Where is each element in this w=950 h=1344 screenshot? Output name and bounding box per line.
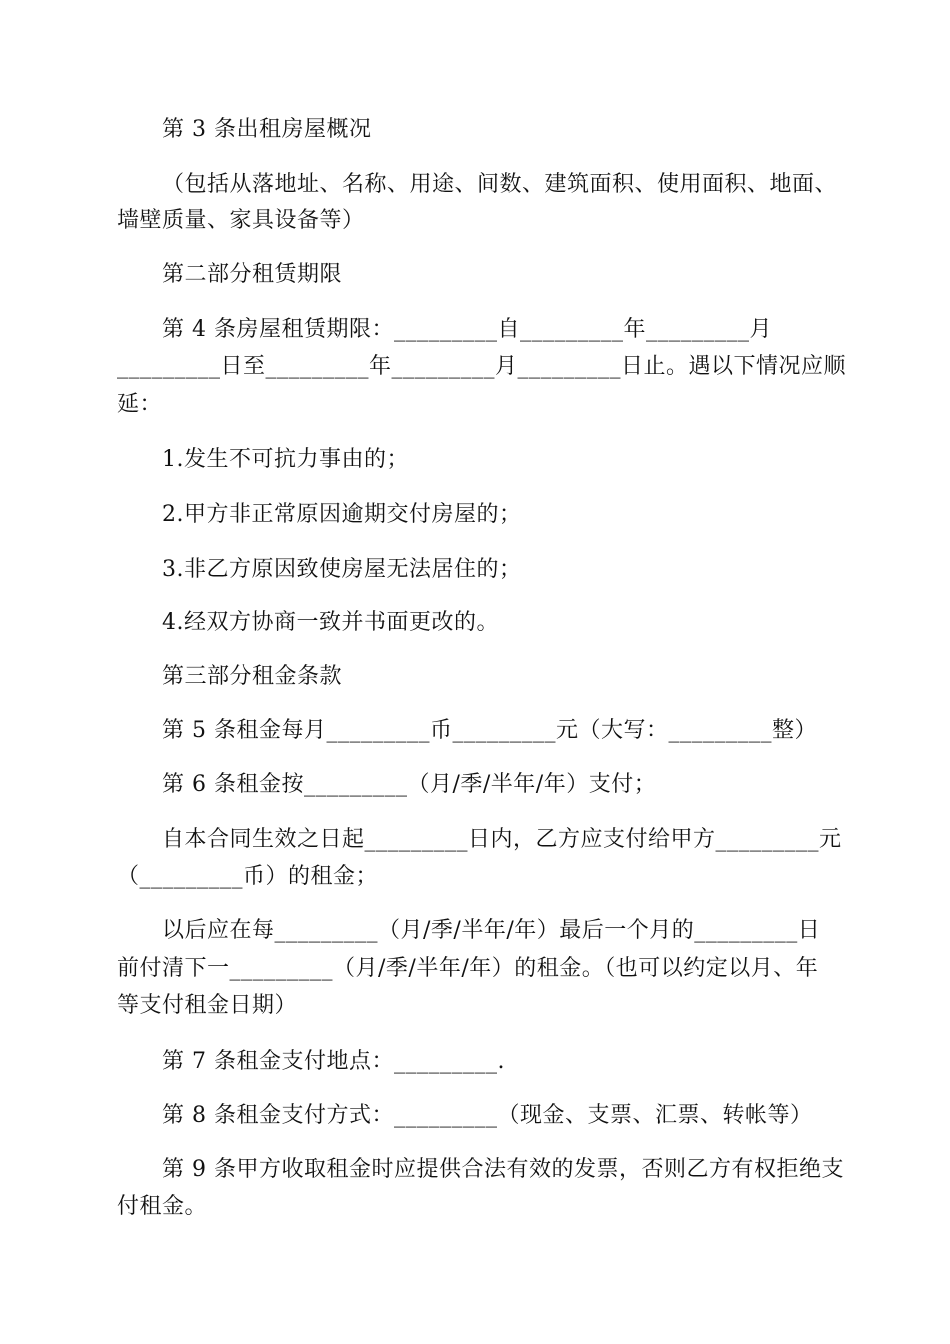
list-item-4: 4.经双方协商一致并书面更改的。 bbox=[162, 610, 499, 635]
article-7-line: 第 7 条租金支付地点：_________. bbox=[162, 1049, 505, 1074]
part-3-heading: 第三部分租金条款 bbox=[162, 664, 343, 689]
list-item-3: 3.非乙方原因致使房屋无法居住的； bbox=[162, 557, 522, 582]
list-item-1: 1.发生不可抗力事由的； bbox=[162, 447, 409, 472]
article-3-detail-line-1: （包括从落地址、名称、用途、间数、建筑面积、使用面积、地面、 bbox=[162, 172, 838, 197]
article-4-line-2: _________日至_________年_________月_________日止。遇以下情况应顺 bbox=[117, 354, 847, 379]
article-3-detail-line-2: 墙壁质量、家具设备等） bbox=[117, 208, 365, 233]
payment-paragraph-2-line-3: 等支付租金日期） bbox=[117, 993, 298, 1018]
article-4-line-3: 延： bbox=[117, 392, 163, 417]
payment-paragraph-2-line-1: 以后应在每_________（月/季/半年/年）最后一个月的_________日 bbox=[162, 918, 821, 943]
payment-paragraph-1-line-2: （_________币）的租金； bbox=[117, 864, 379, 889]
article-4-line-1: 第 4 条房屋租赁期限：_________自_________年_________月 bbox=[162, 317, 772, 342]
article-9-line-2: 付租金。 bbox=[117, 1194, 208, 1219]
article-6-line: 第 6 条租金按_________（月/季/半年/年）支付； bbox=[162, 772, 657, 797]
part-2-heading: 第二部分租赁期限 bbox=[162, 262, 343, 287]
payment-paragraph-1-line-1: 自本合同生效之日起_________日内，乙方应支付给甲方_________元 bbox=[162, 827, 842, 852]
payment-paragraph-2-line-2: 前付清下一_________（月/季/半年/年）的租金。（也可以约定以月、年 bbox=[117, 956, 819, 981]
article-5-line: 第 5 条租金每月_________币_________元（大写：_________整） bbox=[162, 718, 817, 743]
list-item-2: 2.甲方非正常原因逾期交付房屋的； bbox=[162, 502, 522, 527]
article-8-line: 第 8 条租金支付方式：_________（现金、支票、汇票、转帐等） bbox=[162, 1103, 813, 1128]
article-9-line-1: 第 9 条甲方收取租金时应提供合法有效的发票，否则乙方有权拒绝支 bbox=[162, 1157, 844, 1182]
article-3-heading: 第 3 条出租房屋概况 bbox=[162, 117, 372, 142]
